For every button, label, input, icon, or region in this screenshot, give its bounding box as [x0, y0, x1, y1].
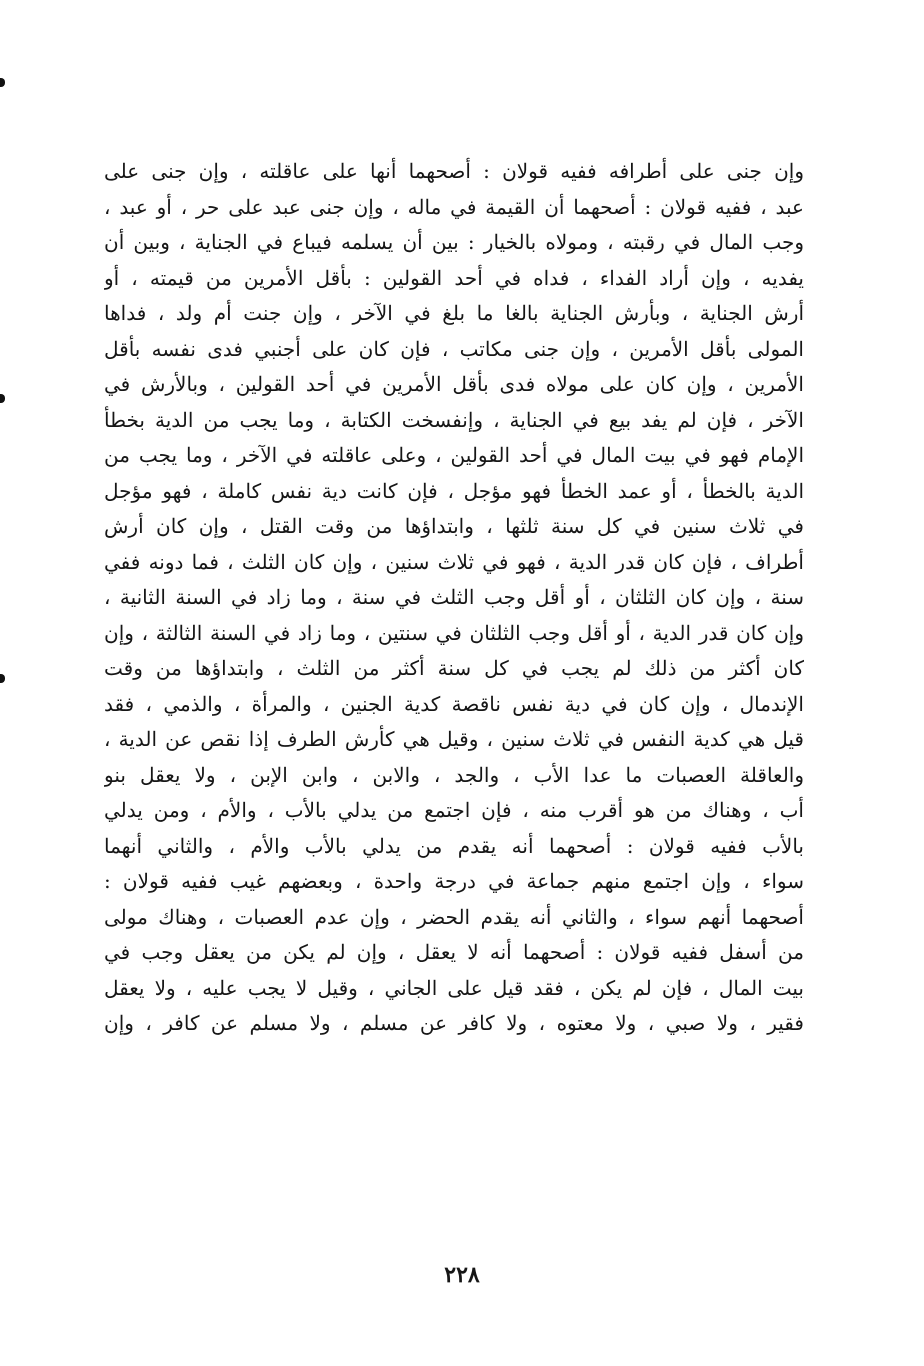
- body-text: [104, 154, 804, 1042]
- text-line: يفديه ، وإن أراد الفداء ، فداه في أحد القولين : بأقل الأمرين من قيمته ، أو: [104, 265, 804, 290]
- scan-edge-mark: [0, 394, 5, 403]
- text-line: أصحهما أنهم سواء ، والثاني أنه يقدم الحضر ، وإن عدم العصبات ، وهناك مولى: [104, 904, 804, 929]
- text-line: عبد ، ففيه قولان : أصحهما أن القيمة في ماله ، وإن جنى عبد على حر ، أو عبد ،: [104, 194, 804, 219]
- text-line: من أسفل ففيه قولان : أصحهما أنه لا يعقل ، وإن لم يكن من يعقل وجب في: [104, 940, 804, 964]
- text-line: الآخر ، فإن لم يفد بيع في الجناية ، وإنفسخت الكتابة ، وما يجب من الدية بخطأ: [104, 407, 804, 432]
- text-line: في ثلاث سنين في كل سنة ثلثها ، وابتداؤها من وقت القتل ، وإن كان أرش: [104, 514, 804, 538]
- text-line: الأمرين ، وإن كان على مولاه فدى بأقل الأمرين في أحد القولين ، وبالأرش في: [104, 372, 804, 396]
- text-line: بيت المال ، فإن لم يكن ، فقد قيل على الجاني ، وقيل لا يجب عليه ، ولا يعقل: [104, 975, 804, 1000]
- text-line: سواء ، وإن اجتمع منهم جماعة في درجة واحدة ، وبعضهم غيب ففيه قولان :: [104, 869, 804, 893]
- text-line: الدية بالخطأ ، أو عمد الخطأ فهو مؤجل ، فإن كانت دية نفس كاملة ، فهو مؤجل: [104, 478, 804, 503]
- text-line: سنة ، وإن كان الثلثان ، أو أقل وجب الثلث في سنة ، وما زاد في السنة الثانية ،: [104, 585, 804, 609]
- text-line: الإندمال ، وإن كان في دية نفس ناقصة كدية الجنين ، والمرأة ، والذمي ، فقد: [104, 691, 804, 716]
- scan-edge-mark: [0, 674, 5, 683]
- text-line: قيل هي كدية النفس في ثلاث سنين ، وقيل هي كأرش الطرف إذا نقص عن الدية ،: [104, 727, 804, 751]
- text-line: وإن جنى على أطرافه ففيه قولان : أصحهما أنها على عاقلته ، وإن جنى على: [104, 159, 804, 183]
- text-line: وإن كان قدر الدية ، أو أقل وجب الثلثان في سنتين ، وما زاد في السنة الثالثة ، وإن: [104, 620, 804, 645]
- page-number: ٢٢٨: [444, 1262, 480, 1288]
- text-line: المولى بأقل الأمرين ، وإن جنى مكاتب ، فإن كان على أجنبي فدى نفسه بأقل: [104, 336, 804, 361]
- text-line: أرش الجناية ، وبأرش الجناية بالغا ما بلغ في الآخر ، وإن جنت أم ولد ، فداها: [104, 301, 804, 325]
- text-line: الإمام فهو في بيت المال في أحد القولين ، وعلى عاقلته في الآخر ، وما يجب من: [104, 443, 804, 467]
- text-line: وجب المال في رقبته ، ومولاه بالخيار : بين أن يسلمه فيباع في الجناية ، وبين أن: [104, 230, 804, 254]
- text-line: بالأب ففيه قولان : أصحهما أنه يقدم من يدلي بالأب والأم ، والثاني أنهما: [104, 833, 804, 858]
- text-line: والعاقلة العصبات ما عدا الأب ، والجد ، والابن ، وابن الإبن ، ولا يعقل بنو: [104, 762, 804, 787]
- text-line: كان أكثر من ذلك لم يجب في كل سنة أكثر من الثلث ، وابتداؤها من وقت: [104, 656, 804, 680]
- text-line: أطراف ، فإن كان قدر الدية ، فهو في ثلاث سنين ، وإن كان الثلث ، فما دونه ففي: [104, 549, 804, 574]
- text-line: أب ، وهناك من هو أقرب منه ، فإن اجتمع من يدلي بالأب ، والأم ، ومن يدلي: [104, 798, 804, 822]
- text-line: فقير ، ولا صبي ، ولا معتوه ، ولا كافر عن مسلم ، ولا مسلم عن كافر ، وإن: [104, 1011, 804, 1035]
- scan-edge-mark: [0, 78, 5, 87]
